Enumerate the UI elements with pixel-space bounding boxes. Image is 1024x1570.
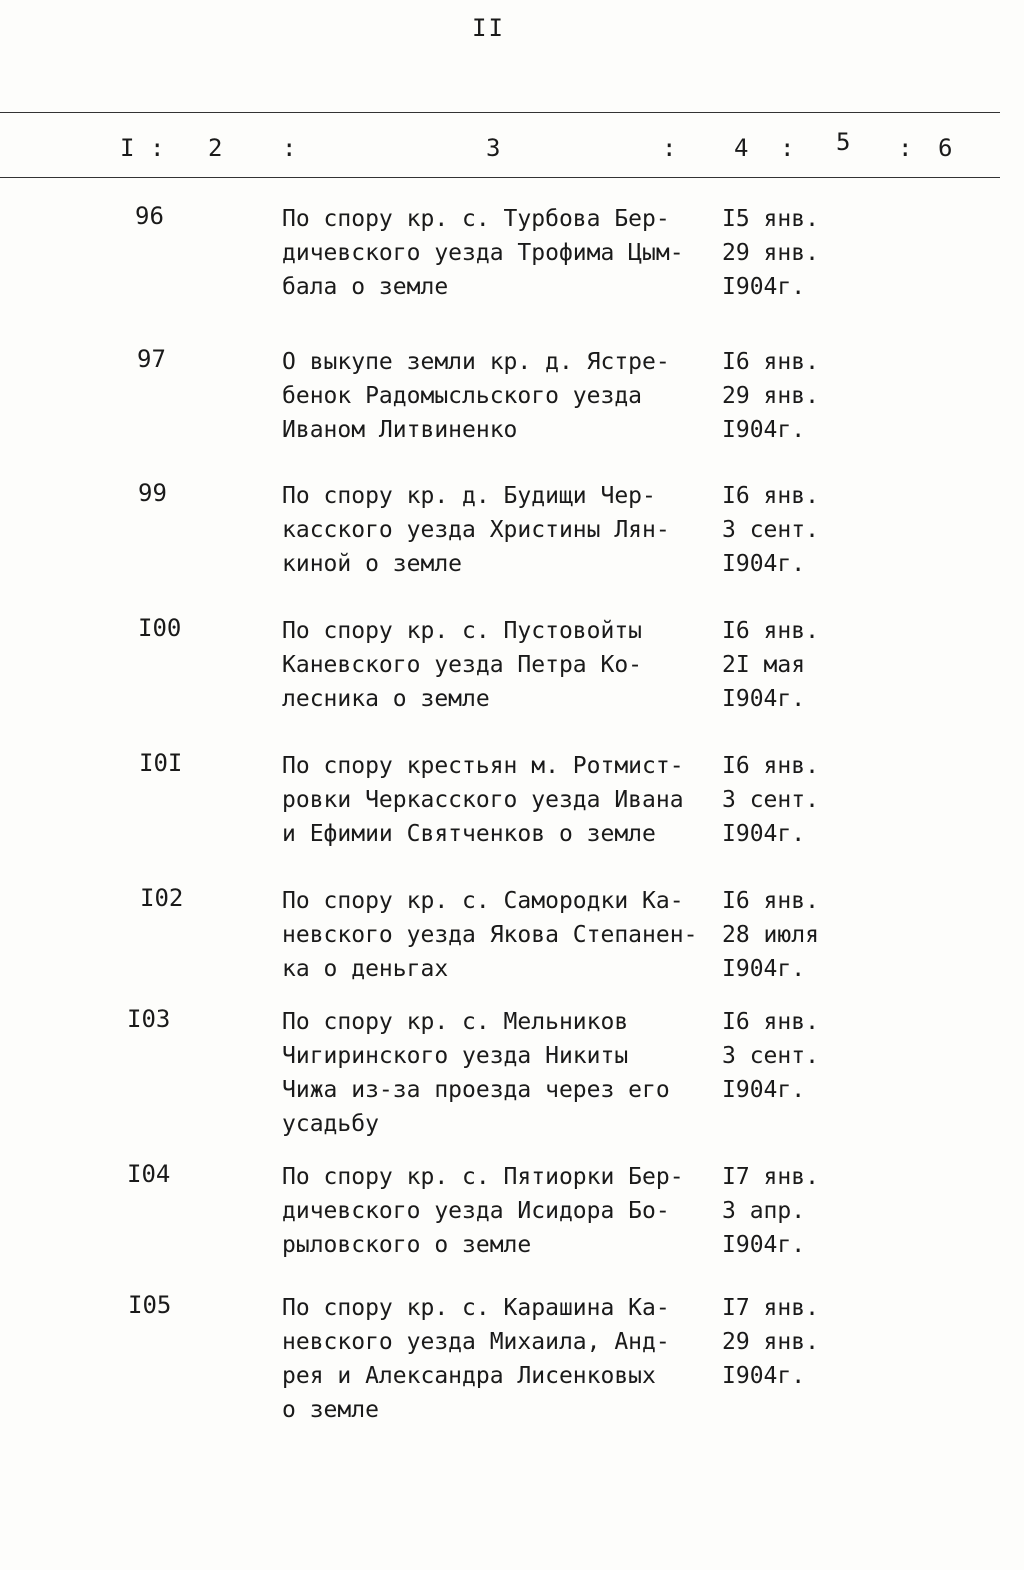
column-separator: : xyxy=(282,134,297,162)
start-date: I6 янв. xyxy=(722,1009,819,1035)
entry-number: 96 xyxy=(135,202,164,230)
year: I904г. xyxy=(722,821,806,847)
description-line: Каневского уезда Петра Ко- xyxy=(282,652,643,678)
entry-number: 97 xyxy=(137,345,166,373)
entry-number: I02 xyxy=(140,884,184,912)
entry-dates xyxy=(722,1005,852,1107)
description-line: По спору кр. с. Турбова Бер- xyxy=(282,206,670,232)
entry-number: I00 xyxy=(138,614,182,642)
year: I904г. xyxy=(722,1232,806,1258)
entry-number: I03 xyxy=(127,1005,171,1033)
description-line: киной о земле xyxy=(282,551,463,577)
entry-dates xyxy=(722,749,852,851)
end-date: 3 сент. xyxy=(722,517,819,543)
description-line: невского уезда Якова Степанен- xyxy=(282,922,698,948)
column-separator: : xyxy=(150,134,165,162)
entry-description xyxy=(282,1005,722,1141)
description-line: касского уезда Христины Лян- xyxy=(282,517,670,543)
entry-description xyxy=(282,749,722,851)
end-date: 3 сент. xyxy=(722,787,819,813)
page-number: II xyxy=(472,14,505,42)
entry-dates xyxy=(722,479,852,581)
description-line: рея и Александра Лисенковых xyxy=(282,1363,656,1389)
entry-number: I04 xyxy=(127,1160,171,1188)
start-date: I5 янв. xyxy=(722,206,819,232)
header-rule-top xyxy=(0,112,1000,113)
entry-description xyxy=(282,202,722,304)
column-2-label: 2 xyxy=(208,134,223,162)
start-date: I6 янв. xyxy=(722,483,819,509)
description-line: бенок Радомысльского уезда xyxy=(282,383,643,409)
end-date: 2I мая xyxy=(722,652,806,678)
end-date: 3 сент. xyxy=(722,1043,819,1069)
entry-dates xyxy=(722,202,852,304)
description-line: По спору кр. с. Пятиорки Бер- xyxy=(282,1164,684,1190)
column-3-label: 3 xyxy=(486,134,501,162)
description-line: лесника о земле xyxy=(282,686,490,712)
end-date: 29 янв. xyxy=(722,1329,819,1355)
description-line: усадьбу xyxy=(282,1111,379,1137)
column-1-label: I xyxy=(120,134,135,162)
entry-dates xyxy=(722,1160,852,1262)
description-line: О выкупе земли кр. д. Ястре- xyxy=(282,349,670,375)
description-line: и Ефимии Святченков о земле xyxy=(282,821,656,847)
column-separator: : xyxy=(898,134,913,162)
header-rule-bottom xyxy=(0,177,1000,178)
start-date: I6 янв. xyxy=(722,753,819,779)
description-line: По спору крестьян м. Ротмист- xyxy=(282,753,684,779)
end-date: 29 янв. xyxy=(722,383,819,409)
description-line: По спору кр. с. Карашина Ка- xyxy=(282,1295,670,1321)
description-line: Чижа из-за проезда через его xyxy=(282,1077,670,1103)
description-line: ровки Черкасского уезда Ивана xyxy=(282,787,684,813)
year: I904г. xyxy=(722,551,806,577)
entry-description xyxy=(282,1291,722,1427)
entry-dates xyxy=(722,1291,852,1393)
description-line: По спору кр. с. Мельников xyxy=(282,1009,629,1035)
entry-description xyxy=(282,884,722,986)
column-5-label: 5 xyxy=(836,128,851,156)
description-line: Чигиринского уезда Никиты xyxy=(282,1043,629,1069)
entry-description xyxy=(282,614,722,716)
year: I904г. xyxy=(722,417,806,443)
start-date: I7 янв. xyxy=(722,1295,819,1321)
start-date: I7 янв. xyxy=(722,1164,819,1190)
description-line: дичевского уезда Исидора Бо- xyxy=(282,1198,670,1224)
description-line: о земле xyxy=(282,1397,379,1423)
description-line: По спору кр. с. Самородки Ка- xyxy=(282,888,684,914)
entry-number: I05 xyxy=(128,1291,172,1319)
description-line: дичевского уезда Трофима Цым- xyxy=(282,240,684,266)
entry-description xyxy=(282,345,722,447)
description-line: рыловского о земле xyxy=(282,1232,532,1258)
entry-number: I0I xyxy=(139,749,183,777)
end-date: 29 янв. xyxy=(722,240,819,266)
entry-description xyxy=(282,479,722,581)
year: I904г. xyxy=(722,956,806,982)
year: I904г. xyxy=(722,1077,806,1103)
description-line: невского уезда Михаила, Анд- xyxy=(282,1329,670,1355)
entry-dates xyxy=(722,614,852,716)
entry-dates xyxy=(722,345,852,447)
description-line: Иваном Литвиненко xyxy=(282,417,518,443)
entry-description xyxy=(282,1160,722,1262)
start-date: I6 янв. xyxy=(722,888,819,914)
end-date: 3 апр. xyxy=(722,1198,806,1224)
entry-dates xyxy=(722,884,852,986)
start-date: I6 янв. xyxy=(722,349,819,375)
year: I904г. xyxy=(722,1363,806,1389)
description-line: По спору кр. с. Пустовойты xyxy=(282,618,643,644)
description-line: ка о деньгах xyxy=(282,956,449,982)
end-date: 28 июля xyxy=(722,922,819,948)
start-date: I6 янв. xyxy=(722,618,819,644)
year: I904г. xyxy=(722,274,806,300)
description-line: По спору кр. д. Будищи Чер- xyxy=(282,483,656,509)
column-separator: : xyxy=(780,134,795,162)
description-line: бала о земле xyxy=(282,274,449,300)
column-separator: : xyxy=(662,134,677,162)
column-4-label: 4 xyxy=(734,134,749,162)
entry-number: 99 xyxy=(138,479,167,507)
year: I904г. xyxy=(722,686,806,712)
column-6-label: 6 xyxy=(938,134,953,162)
